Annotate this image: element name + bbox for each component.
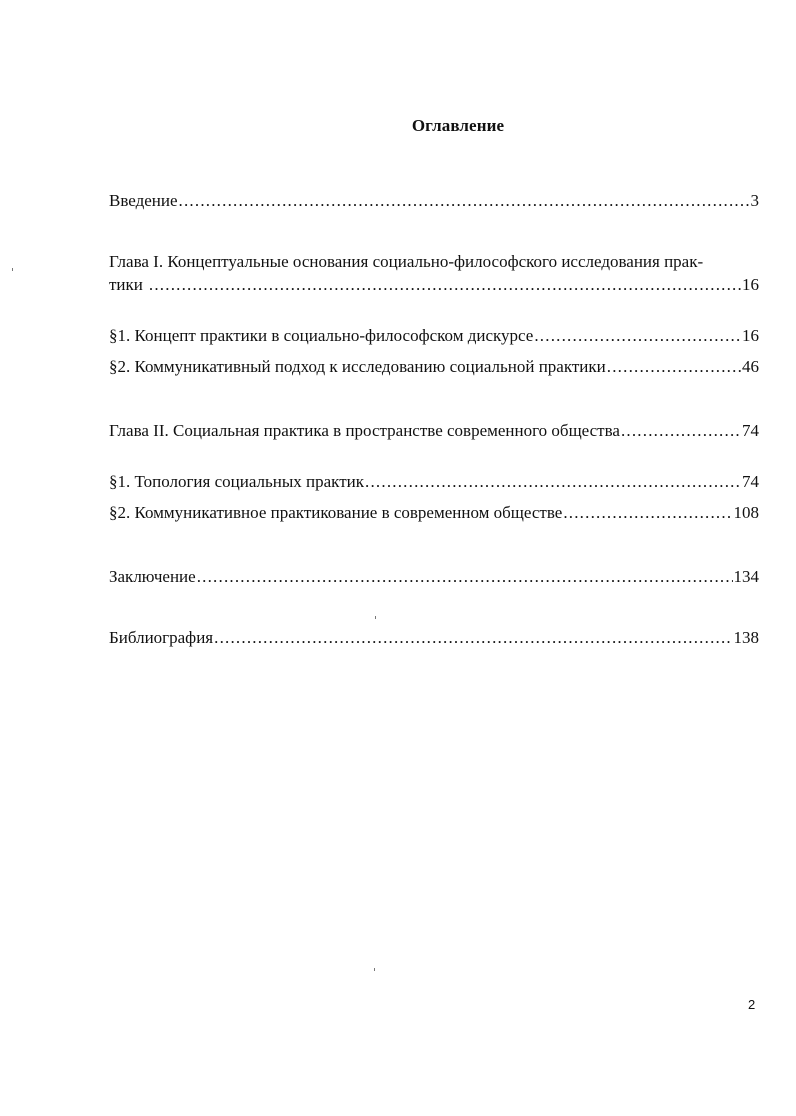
toc-entry-chapter-1-line2 [109, 274, 759, 296]
toc-entry-page: 74 [742, 472, 759, 491]
toc-entry-page: 3 [750, 191, 759, 210]
toc-entry-label: §2. Коммуникативный подход к исследованию социальной практики [109, 357, 606, 376]
toc-entry-label: тики [109, 275, 143, 294]
toc-leader-dots [563, 502, 732, 524]
toc-entry-chapter-2 [109, 420, 759, 442]
toc-entry-label: §2. Коммуникативное практикование в современном обществе [109, 503, 563, 522]
scan-speck [375, 616, 376, 619]
toc-entry-label: Введение [109, 191, 178, 210]
toc-entry-label: §1. Топология социальных практик [109, 472, 365, 491]
toc-entry-page: 16 [742, 275, 759, 294]
toc-entry-label: Заключение [109, 567, 196, 586]
scan-speck [374, 968, 375, 971]
toc-entry-page: 16 [742, 326, 759, 345]
toc-title: Оглавление [411, 116, 505, 135]
toc-leader-dots [214, 627, 732, 649]
toc-entry-page: 108 [733, 503, 759, 522]
toc-entry-ch2-section-2 [109, 502, 759, 524]
toc-entry-bibliography [109, 627, 759, 649]
toc-leader-dots [197, 566, 733, 588]
toc-leader-dots [534, 325, 741, 347]
toc-entry-page: 134 [733, 567, 759, 586]
toc-leader-dots [149, 274, 741, 296]
toc-entry-page: 138 [733, 628, 759, 647]
page-number: 2 [748, 997, 756, 1012]
toc-entry-ch1-section-1 [109, 325, 759, 347]
toc-leader-dots [365, 471, 741, 493]
toc-leader-dots [179, 190, 750, 212]
toc-entry-label: §1. Концепт практики в социально-философском дискурсе [109, 326, 534, 345]
toc-entry-page: 46 [742, 357, 759, 376]
toc-entry-introduction [109, 190, 759, 212]
toc-entry-label: Глава I. Концептуальные основания социально-философского исследования прак- [109, 252, 704, 271]
toc-entry-label: Глава II. Социальная практика в пространстве современного общества [109, 421, 620, 440]
toc-entry-ch2-section-1 [109, 471, 759, 493]
toc-entry-chapter-1-line1 [109, 251, 759, 273]
toc-entry-conclusion [109, 566, 759, 588]
toc-leader-dots [621, 420, 741, 442]
toc-entry-page: 74 [742, 421, 759, 440]
toc-leader-dots [607, 356, 741, 378]
toc-entry-ch1-section-2 [109, 356, 759, 378]
toc-entry-label: Библиография [109, 628, 214, 647]
scan-speck [12, 268, 13, 271]
